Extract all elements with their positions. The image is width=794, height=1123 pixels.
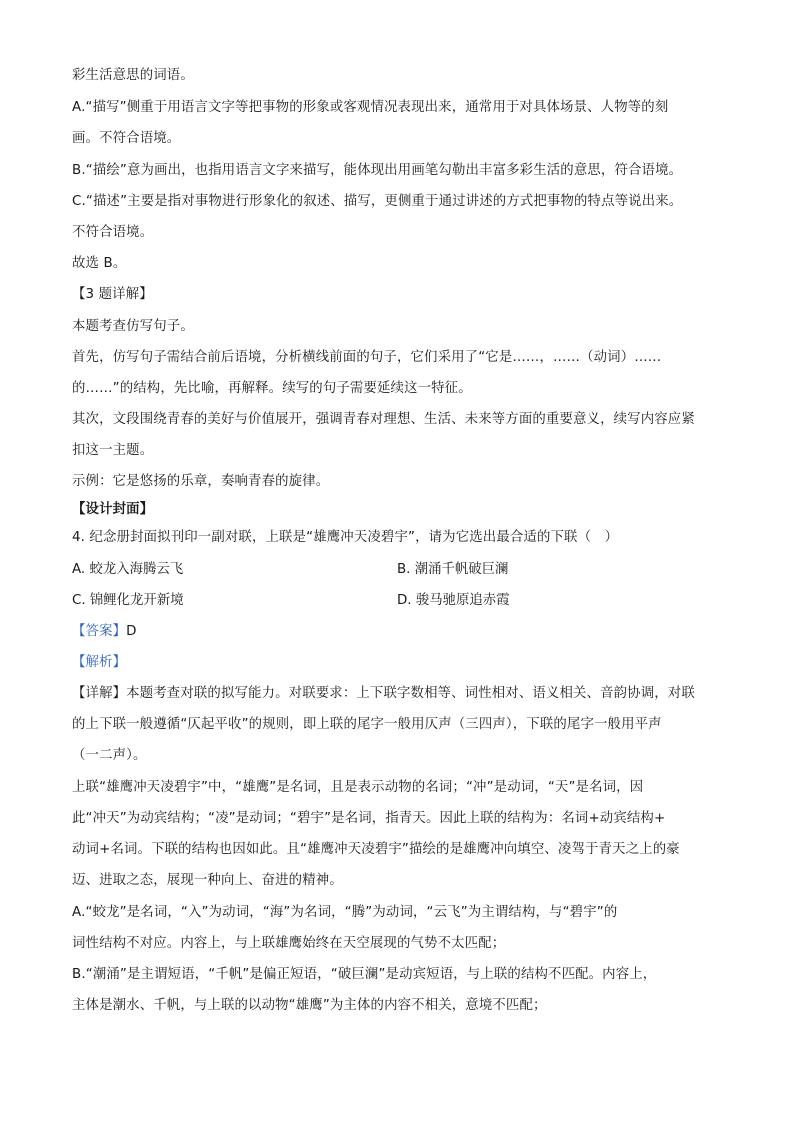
text-line: 首先，仿写句子需结合前后语境，分析横线前面的句子，它们采用了“它是……，……（动词）…… [72, 350, 662, 365]
text-line: 示例：它是悠扬的乐章，奏响青春的旋律。 [72, 474, 330, 489]
text-line: 上联“雄鹰冲天凌碧宇”中，“雄鹰”是名词，且是表示动物的名词；“冲”是动词，“天”是名词，因 [72, 780, 644, 795]
section-header: 【3 题详解】 [72, 287, 153, 302]
answer-line [72, 622, 732, 642]
text-line: 此“冲天”为动宾结构；“凌”是动词；“碧宇”是名词，指青天。因此上联的结构为：名词+动宾结构+ [72, 811, 666, 826]
text-line: A.“描写”侧重于用语言文字等把事物的形象或客观情况表现出来，通常用于对具体场景、人物等的刻 [72, 100, 669, 115]
text-line: 的……”的结构，先比喻，再解释。续写的句子需要延续这一特征。 [72, 381, 472, 396]
text-line: 其次，文段围绕青春的美好与价值展开，强调青春对理想、生活、未来等方面的重要意义，续写内容应紧 [72, 412, 695, 427]
option-d: D. 骏马驰原追赤霞 [397, 593, 510, 608]
text-line: 本题考查仿写句子。 [72, 319, 194, 334]
section-title: 【设计封面】 [72, 502, 154, 517]
answer-value: D [126, 624, 137, 639]
text-line: 动词+名词。下联的结构也因如此。且“雄鹰冲天凌碧宇”描绘的是雄鹰冲向填空、凌驾于青天之上的豪 [72, 842, 680, 857]
text-line: B.“描绘”意为画出，也指用语言文字来描写，能体现出用画笔勾勒出丰富多彩生活的意思，符合语境。 [72, 163, 683, 178]
text-line: 故选 B。 [72, 256, 127, 271]
text-line: 扣这一主题。 [72, 443, 154, 458]
text-line: 主体是潮水、千帆，与上联的以动物“雄鹰”为主体的内容不相关，意境不匹配； [72, 998, 547, 1013]
option-a: A. 蛟龙入海腾云飞 [72, 562, 184, 577]
option-c: C. 锦鲤化龙开新境 [72, 593, 184, 608]
answer-label: 【答案】 [72, 624, 127, 639]
text-line: 词性结构不对应。内容上，与上联雄鹰始终在天空展现的气势不太匹配； [72, 936, 506, 951]
detail-label: 【详解】 [72, 686, 127, 701]
text-line: 迈、进取之态，展现一种向上、奋进的精神。 [72, 873, 343, 888]
text-line: B.“潮涌”是主谓短语，“千帆”是偏正短语，“破巨澜”是动宾短语，与上联的结构不匹配。内容上， [72, 967, 657, 982]
detail-text: 本题考查对联的拟写能力。对联要求：上下联字数相等、词性相对、语义相关、音韵协调，对联 [126, 686, 695, 701]
analysis-label: 【解析】 [72, 655, 127, 670]
text-line: 画。不符合语境。 [72, 131, 181, 146]
text-line: 的上下联一般遵循“仄起平收”的规则，即上联的尾字一般用仄声（三四声），下联的尾字一般用平声 [72, 717, 662, 732]
option-b: B. 潮涌千帆破巨澜 [397, 562, 509, 577]
question-4: 4. 纪念册封面拟刊印一副对联，上联是“雄鹰冲天凌碧宇”，请为它选出最合适的下联（ ） [72, 530, 619, 545]
detail-line [72, 684, 732, 704]
text-line: （一二声）。 [72, 748, 147, 763]
text-line: 不符合语境。 [72, 225, 154, 240]
text-line: C.“描述”主要是指对事物进行形象化的叙述、描写，更侧重于通过讲述的方式把事物的特点等说出来。 [72, 194, 683, 209]
text-line: 彩生活意思的词语。 [72, 68, 194, 83]
text-line: A.“蛟龙”是名词，“入”为动词，“海”为名词，“腾”为动词，“云飞”为主谓结构，与“碧宇”的 [72, 905, 618, 920]
